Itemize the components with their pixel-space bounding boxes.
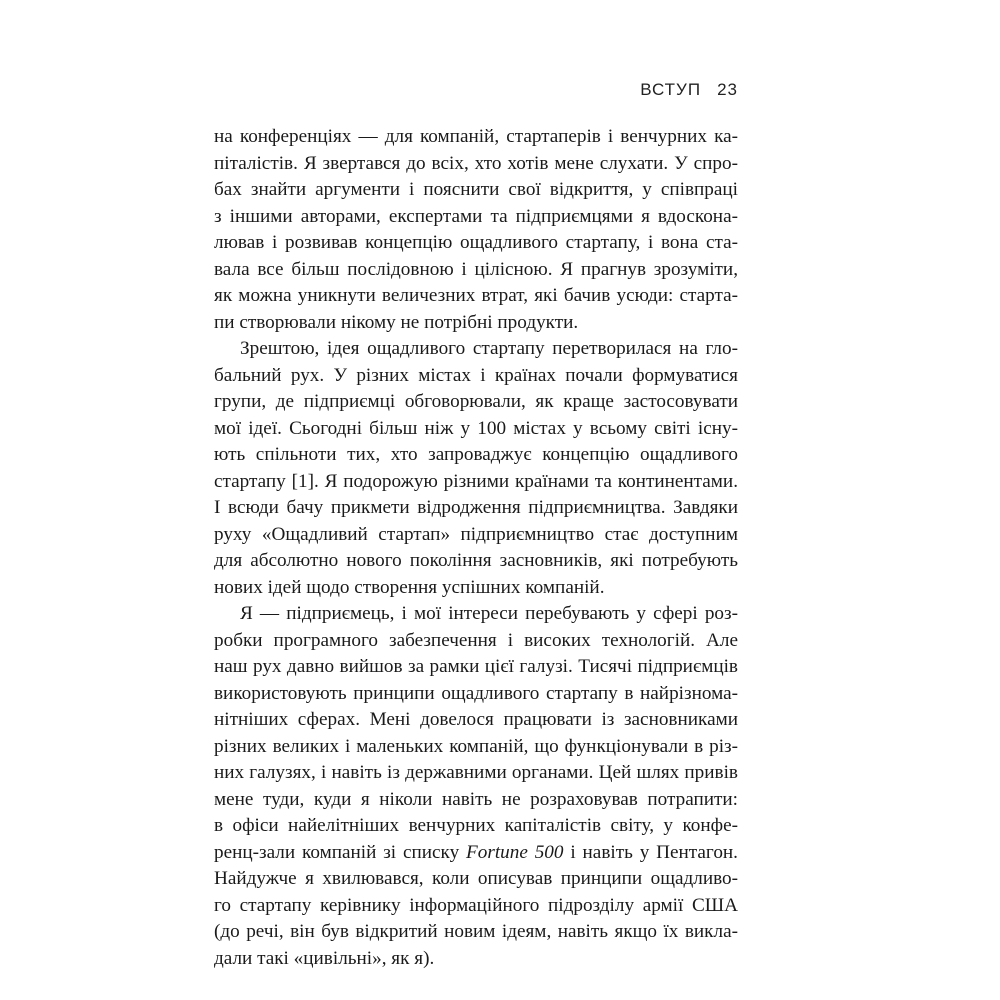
text-line: них галузях, і навіть із державними органами. Цей шлях привів [214, 762, 738, 783]
text-line: мої ідеї. Сьогодні більш ніж у 100 містах у всьому світі існу- [214, 417, 738, 439]
text-line: як можна уникнути величезних втрат, які бачив усюди: старта- [214, 285, 738, 306]
paragraph [214, 601, 738, 972]
text-line: І всюди бачу прикмети відродження підприємництва. Завдяки [214, 497, 738, 518]
text-line: з іншими авторами, експертами та підприємцями я вдоскона- [214, 205, 738, 227]
text-line: на конференціях — для компаній, стартаперів і венчурних ка- [214, 126, 738, 147]
text-line: ють спільноти тих, хто запроваджує концепцію ощадливого [214, 444, 738, 465]
text-line: руху «Ощадливий стартап» підприємництво стає доступним [214, 523, 738, 545]
paragraph [214, 124, 738, 336]
text-line: групи, де підприємці обговорювали, як краще застосовувати [214, 391, 738, 412]
text-line: лював і розвивав концепцію ощадливого стартапу, і вона ста- [214, 232, 738, 253]
text-line: дали такі «цивільні», як я). [214, 947, 435, 969]
section-title: ВСТУП [640, 80, 702, 99]
text-line: бах знайти аргументи і пояснити свої відкриття, у співпраці [214, 179, 738, 200]
running-head [640, 80, 738, 100]
paragraph [214, 336, 738, 601]
body-text [214, 124, 738, 972]
text-line: робки програмного забезпечення і високих технологій. Але [214, 629, 738, 651]
text-line: використовують принципи ощадливого стартапу в найрізнома- [214, 682, 738, 704]
text-line: різних великих і маленьких компаній, що функціонували в різ- [214, 735, 738, 757]
text-line: вала все більш послідовною і цілісною. Я прагнув зрозуміти, [214, 258, 738, 280]
text-line: бальний рух. У різних містах і країнах почали формуватися [214, 364, 738, 386]
text-line: нітніших сферах. Мені довелося працювати із засновниками [214, 709, 738, 730]
text-line: нових ідей щодо створення успішних компаній. [214, 576, 605, 598]
text-line: мене туди, куди я ніколи навіть не розраховував потрапити: [214, 788, 738, 810]
text-line: ренц-зали компаній зі списку Fortune 500 і навіть у Пентагон. [214, 841, 738, 863]
text-line: для абсолютно нового покоління засновників, які потребують [214, 550, 738, 571]
text-line: Я — підприємець, і мої інтереси перебувають у сфері роз- [240, 603, 738, 624]
text-line: пи створювали нікому не потрібні продукти. [214, 311, 579, 333]
text-line: наш рух давно вийшов за рамки цієї галузі. Тисячі підприємців [214, 656, 738, 677]
text-line: Зрештою, ідея ощадливого стартапу перетворилася на гло- [240, 338, 738, 359]
page-number: 23 [717, 80, 738, 99]
italic-title: Fortune 500 [466, 841, 564, 863]
text-line: (до речі, він був відкритий новим ідеям, навіть якщо їх викла- [214, 921, 738, 942]
text-line: піталістів. Я звертався до всіх, хто хотів мене слухати. У спро- [214, 152, 738, 174]
text-line: стартапу [1]. Я подорожую різними країнами та континентами. [214, 470, 738, 492]
text-line: в офіси найелітніших венчурних капіталістів світу, у конфе- [214, 815, 738, 836]
text-line: Найдужче я хвилювався, коли описував принципи ощадливо- [214, 868, 738, 889]
text-line: го стартапу керівнику інформаційного підрозділу армії США [214, 894, 738, 916]
